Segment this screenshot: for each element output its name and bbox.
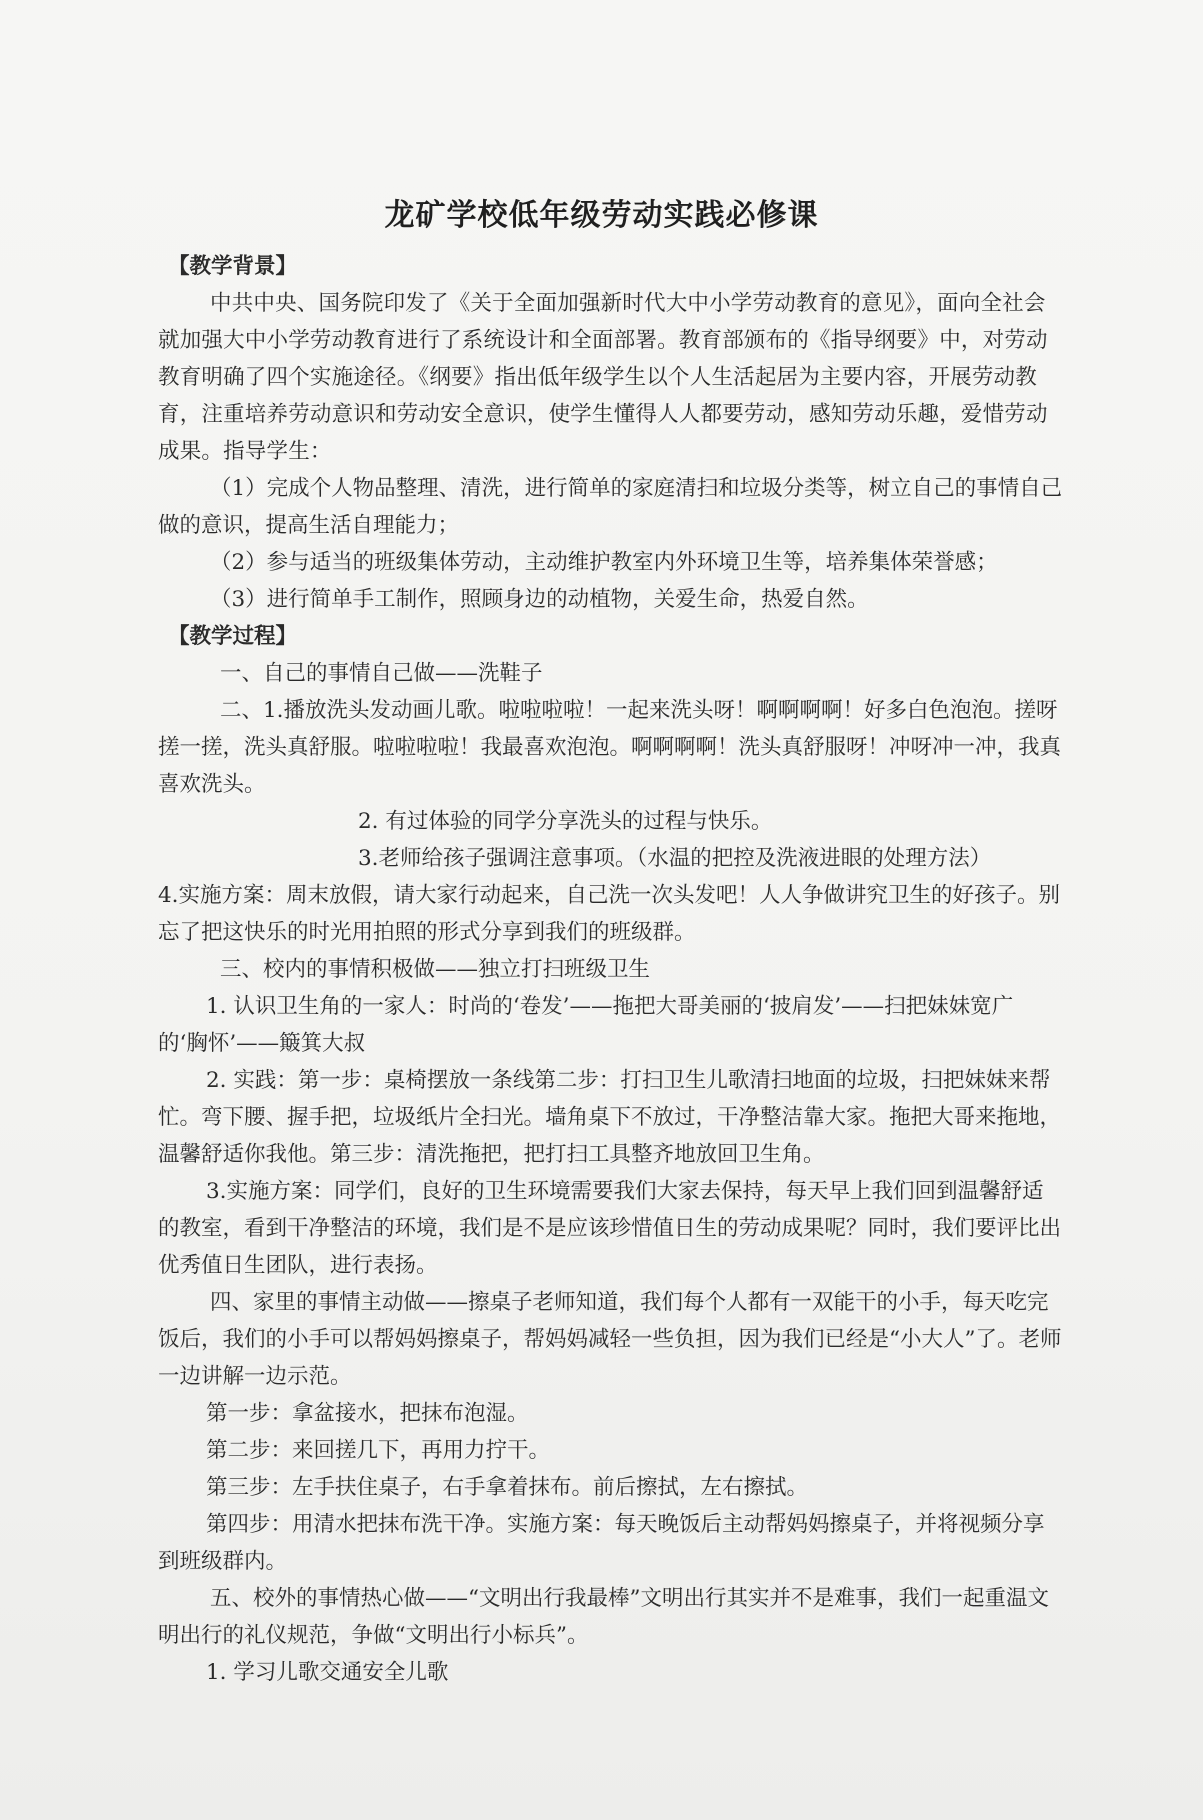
paragraph: 1. 认识卫生角的一家人：时尚的‘卷发’——拖把大哥美丽的‘披肩发’——扫把妹妹宽广的‘胸怀’——簸箕大叔 (158, 994, 1014, 1056)
paragraph: 二、1.播放洗头发动画儿歌。啦啦啦啦！一起来洗头呀！啊啊啊啊！好多白色泡泡。搓呀搓一搓，洗头真舒服。啦啦啦啦！我最喜欢泡泡。啊啊啊啊！洗头真舒服呀！冲呀冲一冲，我真喜欢洗头。 (158, 698, 1062, 797)
paragraph: 1. 学习儿歌交通安全儿歌 (206, 1660, 449, 1685)
paragraph: 五、校外的事情热心做——“文明出行我最棒”文明出行其实并不是难事，我们一起重温文明出行的礼仪规范，争做“文明出行小标兵”。 (158, 1586, 1049, 1648)
paragraph: （1）完成个人物品整理、清洗，进行简单的家庭清扫和垃圾分类等，树立自己的事情自己做的意识，提高生活自理能力； (158, 476, 1063, 538)
paragraph: （3）进行简单手工制作，照顾身边的动植物，关爱生命，热爱自然。 (210, 587, 869, 612)
paragraph: 第二步：来回搓几下，再用力拧干。 (206, 1438, 551, 1463)
section-heading-background: 【教学背景】 (168, 254, 298, 279)
paragraph: 第一步：拿盆接水，把抹布泡湿。 (206, 1401, 529, 1426)
paragraph: 四、家里的事情主动做——擦桌子老师知道，我们每个人都有一双能干的小手，每天吃完饭后，我们的小手可以帮妈妈擦桌子，帮妈妈减轻一些负担，因为我们已经是“小大人”了。老师一边讲解一边示范。 (158, 1290, 1062, 1389)
paragraph: 第三步：左手扶住桌子，右手拿着抹布。前后擦拭，左右擦拭。 (206, 1475, 809, 1500)
paragraph: （2）参与适当的班级集体劳动，主动维护教室内外环境卫生等，培养集体荣誉感； (210, 550, 998, 575)
paragraph: 一、自己的事情自己做——洗鞋子 (220, 661, 543, 686)
section-heading-process: 【教学过程】 (168, 624, 298, 649)
paragraph: 2. 有过体验的同学分享洗头的过程与快乐。 (358, 809, 773, 834)
paragraph: 三、校内的事情积极做——独立打扫班级卫生 (220, 957, 651, 982)
document-body (158, 248, 1063, 1691)
page-title: 龙矿学校低年级劳动实践必修课 (384, 198, 819, 233)
paragraph: 3.实施方案：同学们，良好的卫生环境需要我们大家去保持，每天早上我们回到温馨舒适的教室，看到干净整洁的环境，我们是不是应该珍惜值日生的劳动成果呢？同时，我们要评比出优秀值日生团队，进行表扬。 (158, 1179, 1062, 1278)
paragraph: 第四步：用清水把抹布洗干净。实施方案：每天晚饭后主动帮妈妈擦桌子，并将视频分享到班级群内。 (158, 1512, 1045, 1574)
paragraph: 4.实施方案：周末放假，请大家行动起来，自己洗一次头发吧！人人争做讲究卫生的好孩子。别忘了把这快乐的时光用拍照的形式分享到我们的班级群。 (158, 883, 1061, 945)
paragraph: 3.老师给孩子强调注意事项。（水温的把控及洗液进眼的处理方法） (358, 846, 992, 871)
paragraph: 2. 实践：第一步：桌椅摆放一条线第二步：打扫卫生儿歌清扫地面的垃圾，扫把妹妹来帮忙。弯下腰、握手把，垃圾纸片全扫光。墙角桌下不放过，干净整洁靠大家。拖把大哥来拖地，温馨舒适你我他。第三步：清洗拖把，把打扫工具整齐地放回卫生角。 (158, 1068, 1062, 1167)
paragraph: 中共中央、国务院印发了《关于全面加强新时代大中小学劳动教育的意见》，面向全社会就加强大中小学劳动教育进行了系统设计和全面部署。教育部颁布的《指导纲要》中，对劳动教育明确了四个实施途径。《纲要》指出低年级学生以个人生活起居为主要内容，开展劳动教育，注重培养劳动意识和劳动安全意识，使学生懂得人人都要劳动，感知劳动乐趣，爱惜劳动成果。指导学生： (158, 291, 1048, 464)
